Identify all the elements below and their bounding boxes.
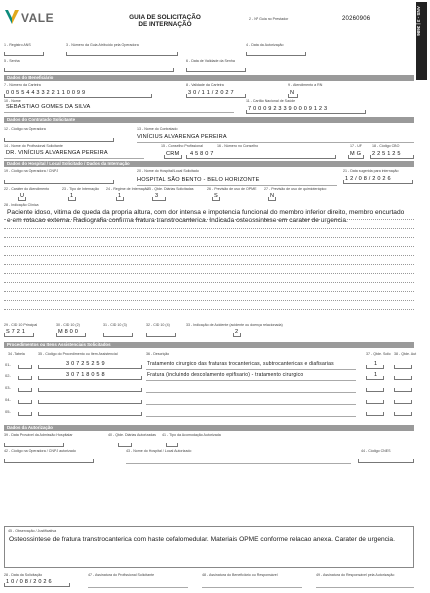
section-contratado: Dados do Contratado Solicitante — [4, 117, 414, 123]
indicacao-line-7 — [4, 273, 414, 274]
logo-text: VALE — [21, 11, 55, 25]
acidente-value: 2 — [235, 329, 239, 335]
guia-prestador-label: 2 - Nº Guia no Prestador — [249, 17, 289, 21]
observacao-label: 45 - Observação / Justificativa — [8, 529, 57, 533]
side-tag-text: ANS - 3 | 3686 — [416, 6, 421, 36]
vale-logo — [4, 7, 55, 29]
opme-label: 26 - Previsão de uso de OPME — [207, 187, 257, 191]
observacao-text: Osteossintese de fratura transtrocanterica com haste cefalomedular. Materiais OPME conforme relacao anexa. Carater de urgencia. — [9, 536, 395, 543]
nome-contratado-line — [137, 142, 414, 143]
nome-value: SEBASTIAO GOMES DA SILVA — [6, 104, 91, 110]
section-procedimentos: Procedimentos ou Itens Assistenciais Solicitados — [4, 342, 414, 348]
quimio-label: 27 - Previsão de uso de quimioterápico — [264, 187, 327, 191]
carater-label: 22 - Caráter do Atendimento — [4, 187, 50, 191]
cns-label: 11 - Cartão Nacional de Saúde — [246, 99, 296, 103]
data-autorizacao-field[interactable] — [246, 50, 306, 56]
data-validade-senha-field[interactable] — [186, 66, 246, 72]
section-hospital: Dados do Hospital / Local Solicitado / Dados da Internação — [4, 161, 414, 167]
qtde-diarias-value: 3 — [155, 193, 159, 199]
row-descricao-line — [146, 416, 356, 417]
indicacao-label: 28 - Indicação Clínica — [4, 203, 39, 207]
numero-conselho-value: 4 5 8 0 7 — [190, 151, 214, 157]
row-number: 03- — [5, 385, 11, 390]
nome-hospital-aut-label: 43 - Nome do Hospital / Local Autorizado — [126, 449, 192, 453]
row-codigo-field[interactable] — [38, 386, 142, 392]
carteira-value: 0 0 5 5 4 4 3 3 2 2 1 1 0 0 9 9 — [6, 90, 86, 96]
data-solicitacao-value: 1 0 / 0 8 / 2 0 2 6 — [6, 579, 52, 585]
row-qtde-solic-field[interactable] — [366, 398, 384, 404]
form-title-line1: GUIA DE SOLICITAÇÃO — [129, 14, 201, 21]
row-tabela-field[interactable] — [18, 363, 32, 369]
nome-profissional-label: 14 - Nome do Profissional Solicitante — [4, 144, 63, 148]
cid3-label: 31 - CID 10 (3) — [103, 323, 127, 327]
side-tag — [416, 2, 427, 80]
row-qtde-solic-field[interactable] — [366, 386, 384, 392]
cid3-field[interactable] — [103, 331, 133, 337]
uf-label: 17 - UF — [350, 144, 362, 148]
tipo-acomodacao-label: 41 - Tipo da Acomodação Autorizada — [162, 433, 221, 437]
row-tabela-field[interactable] — [18, 410, 32, 416]
indicacao-line-8 — [4, 282, 414, 283]
ass-beneficiario-label: 48 - Assinatura do Beneficiário ou Responsável — [202, 573, 278, 577]
cid2-value: M 8 0 0 — [58, 329, 79, 335]
data-solicitacao-label: 28 - Data da Solicitação — [4, 573, 43, 577]
row-number: 05- — [5, 409, 11, 414]
cbo-value: 2 2 5 1 2 5 — [372, 151, 401, 157]
row-descricao-line — [146, 380, 356, 381]
row-descricao-line — [146, 404, 356, 405]
row-qtde-aut-field[interactable] — [394, 386, 412, 392]
cid2-label: 30 - CID 10 (2) — [56, 323, 80, 327]
col-codigo: 35 - Código do Procedimento ou Item Assistencial — [38, 352, 118, 356]
data-sugerida-value: 1 2 / 0 8 / 2 0 2 6 — [345, 176, 391, 182]
row-codigo-field[interactable] — [38, 410, 142, 416]
indicacao-text: Paciente idoso, vitima de queda da propria altura, com dor intensa e impotencia funcional do membro inferior direito, membro encurtado e em rotacao externa. Radiografia confirma fratura transtrocanterica. Indicada osteossintese em carater de urgencia. — [7, 209, 405, 225]
nome-hospital-aut-line — [126, 463, 351, 464]
section-autorizacao: Dados da Autorização — [4, 425, 414, 431]
numero-conselho-label: 16 - Número no Conselho — [217, 144, 259, 148]
ass-beneficiario-line[interactable] — [202, 587, 302, 588]
procedimento-row — [4, 382, 414, 393]
senha-field[interactable] — [4, 66, 174, 72]
indicacao-line-1 — [4, 219, 414, 220]
cnes-label: 44 - Código CNES — [361, 449, 391, 453]
col-qtde-solic: 37 - Qtde. Solic — [366, 352, 391, 356]
guia-operadora-label: 3 - Número da Guia Atribuído pela Operadora — [66, 43, 139, 47]
codigo-operadora-label: 12 - Código na Operadora — [4, 127, 46, 131]
indicacao-line-11 — [4, 309, 414, 310]
row-qtde-aut-field[interactable] — [394, 398, 412, 404]
nome-hospital-line — [137, 185, 337, 186]
ass-profissional-line[interactable] — [88, 587, 188, 588]
qtde-diarias-aut-field[interactable] — [118, 441, 132, 447]
tipo-internacao-label: 23 - Tipo de Internação — [62, 187, 99, 191]
hospital-codigo-operadora-field[interactable] — [4, 178, 114, 184]
registro-ans-label: 1 - Registro ANS — [4, 43, 31, 47]
ass-responsavel-label: 49 - Assinatura do Responsável pela Autorização — [316, 573, 395, 577]
cid-principal-value: S 7 2 1 — [6, 329, 26, 335]
aut-codigo-operadora-label: 42 - Código na Operadora / CNPJ autorizado — [4, 449, 76, 453]
validade-label: 8 - Validade da Carteira — [186, 83, 224, 87]
cid4-label: 32 - CID 10 (4) — [146, 323, 170, 327]
row-qtde: 1 — [374, 372, 378, 378]
form-title — [110, 14, 220, 28]
cnes-field[interactable] — [358, 457, 414, 463]
row-qtde-aut-field[interactable] — [394, 410, 412, 416]
qtde-diarias-label: 25 - Qtde. Diárias Solicitadas — [147, 187, 194, 191]
section-beneficiario: Dados do Beneficiário — [4, 75, 414, 81]
indicacao-line-2 — [4, 228, 414, 229]
row-descricao: Fratura (incluindo descolamento epifisario) - tratamento cirurgico — [147, 372, 304, 378]
senha-label: 5 - Senha — [4, 59, 20, 63]
data-sugerida-label: 21 - Data sugerida para internação — [343, 169, 399, 173]
indicacao-line-9 — [4, 291, 414, 292]
tipo-internacao-value: 1 — [70, 193, 74, 199]
carater-value: U — [20, 193, 25, 199]
guia-operadora-field[interactable] — [66, 50, 178, 56]
observacao-box[interactable] — [4, 526, 414, 568]
nome-profissional-line — [4, 158, 144, 159]
procedimento-row — [4, 359, 414, 370]
row-qtde-solic-field[interactable] — [366, 410, 384, 416]
uf-value: M G — [350, 151, 362, 157]
cns-value: 7 0 0 0 9 2 3 3 9 0 0 0 9 1 2 3 — [248, 106, 328, 112]
opme-value: S — [214, 193, 218, 199]
conselho-label: 15 - Conselho Profissional — [161, 144, 203, 148]
col-qtde-aut: 38 - Qtde. Aut — [394, 352, 417, 356]
row-codigo: 3 0 7 1 8 0 5 8 — [66, 372, 105, 378]
indicacao-line-6 — [4, 264, 414, 265]
atendimento-rn-value: N — [290, 90, 295, 96]
row-tabela-field[interactable] — [18, 398, 32, 404]
conselho-value: CRM — [166, 151, 180, 157]
data-admissao-label: 39 - Data Provável da Admissão Hospitalar — [4, 433, 73, 437]
ass-profissional-label: 47 - Assinatura do Profissional Solicitante — [88, 573, 155, 577]
cid-principal-label: 29 - CID 10 Principal — [4, 323, 38, 327]
regime-value: 1 — [118, 193, 122, 199]
indicacao-line-4 — [4, 246, 414, 247]
indicacao-area[interactable] — [4, 209, 414, 313]
nome-label: 10 - Nome — [4, 99, 21, 103]
nome-contratado-label: 13 - Nome do Contratado — [137, 127, 178, 131]
nome-line — [4, 112, 234, 113]
row-qtde-aut-field[interactable] — [394, 363, 412, 369]
acidente-label: 33 - Indicação de Acidente (acidente ou doença relacionada) — [186, 323, 283, 327]
indicacao-line-10 — [4, 300, 414, 301]
data-admissao-field[interactable] — [4, 441, 64, 447]
cid4-field[interactable] — [146, 331, 176, 337]
data-autorizacao-label: 4 - Data da Autorização — [246, 43, 284, 47]
row-number: 02- — [5, 373, 11, 378]
row-number: 01- — [5, 362, 11, 367]
atendimento-rn-label: 9 - Atendimento a RN — [288, 83, 323, 87]
tipo-acomodacao-field[interactable] — [166, 441, 178, 447]
validade-value: 3 0 / 1 1 / 2 0 2 7 — [188, 90, 234, 96]
procedimento-row — [4, 406, 414, 417]
row-qtde-aut-field[interactable] — [394, 374, 412, 380]
carteira-label: 7 - Número da Carteira — [4, 83, 41, 87]
row-qtde: 1 — [374, 361, 378, 367]
procedimento-row — [4, 394, 414, 405]
row-tabela-field[interactable] — [18, 374, 32, 380]
ass-responsavel-line[interactable] — [316, 587, 414, 588]
registro-ans-field[interactable] — [4, 50, 44, 56]
indicacao-line-5 — [4, 255, 414, 256]
nome-profissional-value: DR. VINÍCIUS ALVARENGA PEREIRA — [6, 150, 108, 156]
codigo-operadora-field[interactable] — [4, 136, 114, 142]
row-codigo: 3 0 7 2 5 2 5 9 — [66, 361, 105, 367]
row-codigo-field[interactable] — [38, 398, 142, 404]
nome-hospital-label: 20 - Nome do Hospital/Local Solicitado — [137, 169, 199, 173]
col-tabela: 34 -Tabela — [8, 352, 25, 356]
nome-hospital-value: HOSPITAL SÃO BENTO - BELO HORIZONTE — [137, 177, 260, 183]
col-descricao: 36 - Descrição — [146, 352, 170, 356]
row-descricao: Tratamento cirurgico das fraturas trocantericas, subtrocantericas e diafisarias — [147, 361, 334, 367]
data-validade-senha-label: 6 - Data de Validade da Senha — [186, 59, 235, 63]
qtde-diarias-aut-label: 40 - Qtde. Diárias Autorizadas — [108, 433, 156, 437]
row-number: 04- — [5, 397, 11, 402]
procedimento-row — [4, 370, 414, 381]
quimio-value: N — [270, 193, 275, 199]
guia-prestador-value: 20260906 — [342, 16, 371, 22]
indicacao-line-3 — [4, 237, 414, 238]
form-title-line2: DE INTERNAÇÃO — [138, 21, 192, 28]
regime-label: 24 - Regime de Internação — [106, 187, 149, 191]
nome-contratado-value: VINÍCIUS ALVARENGA PEREIRA — [137, 134, 227, 140]
row-descricao-line — [146, 392, 356, 393]
row-tabela-field[interactable] — [18, 386, 32, 392]
cbo-label: 18 - Código CBO — [372, 144, 400, 148]
aut-codigo-operadora-field[interactable] — [4, 457, 94, 463]
hospital-codigo-operadora-label: 19 - Código na Operadora / CNPJ — [4, 169, 59, 173]
